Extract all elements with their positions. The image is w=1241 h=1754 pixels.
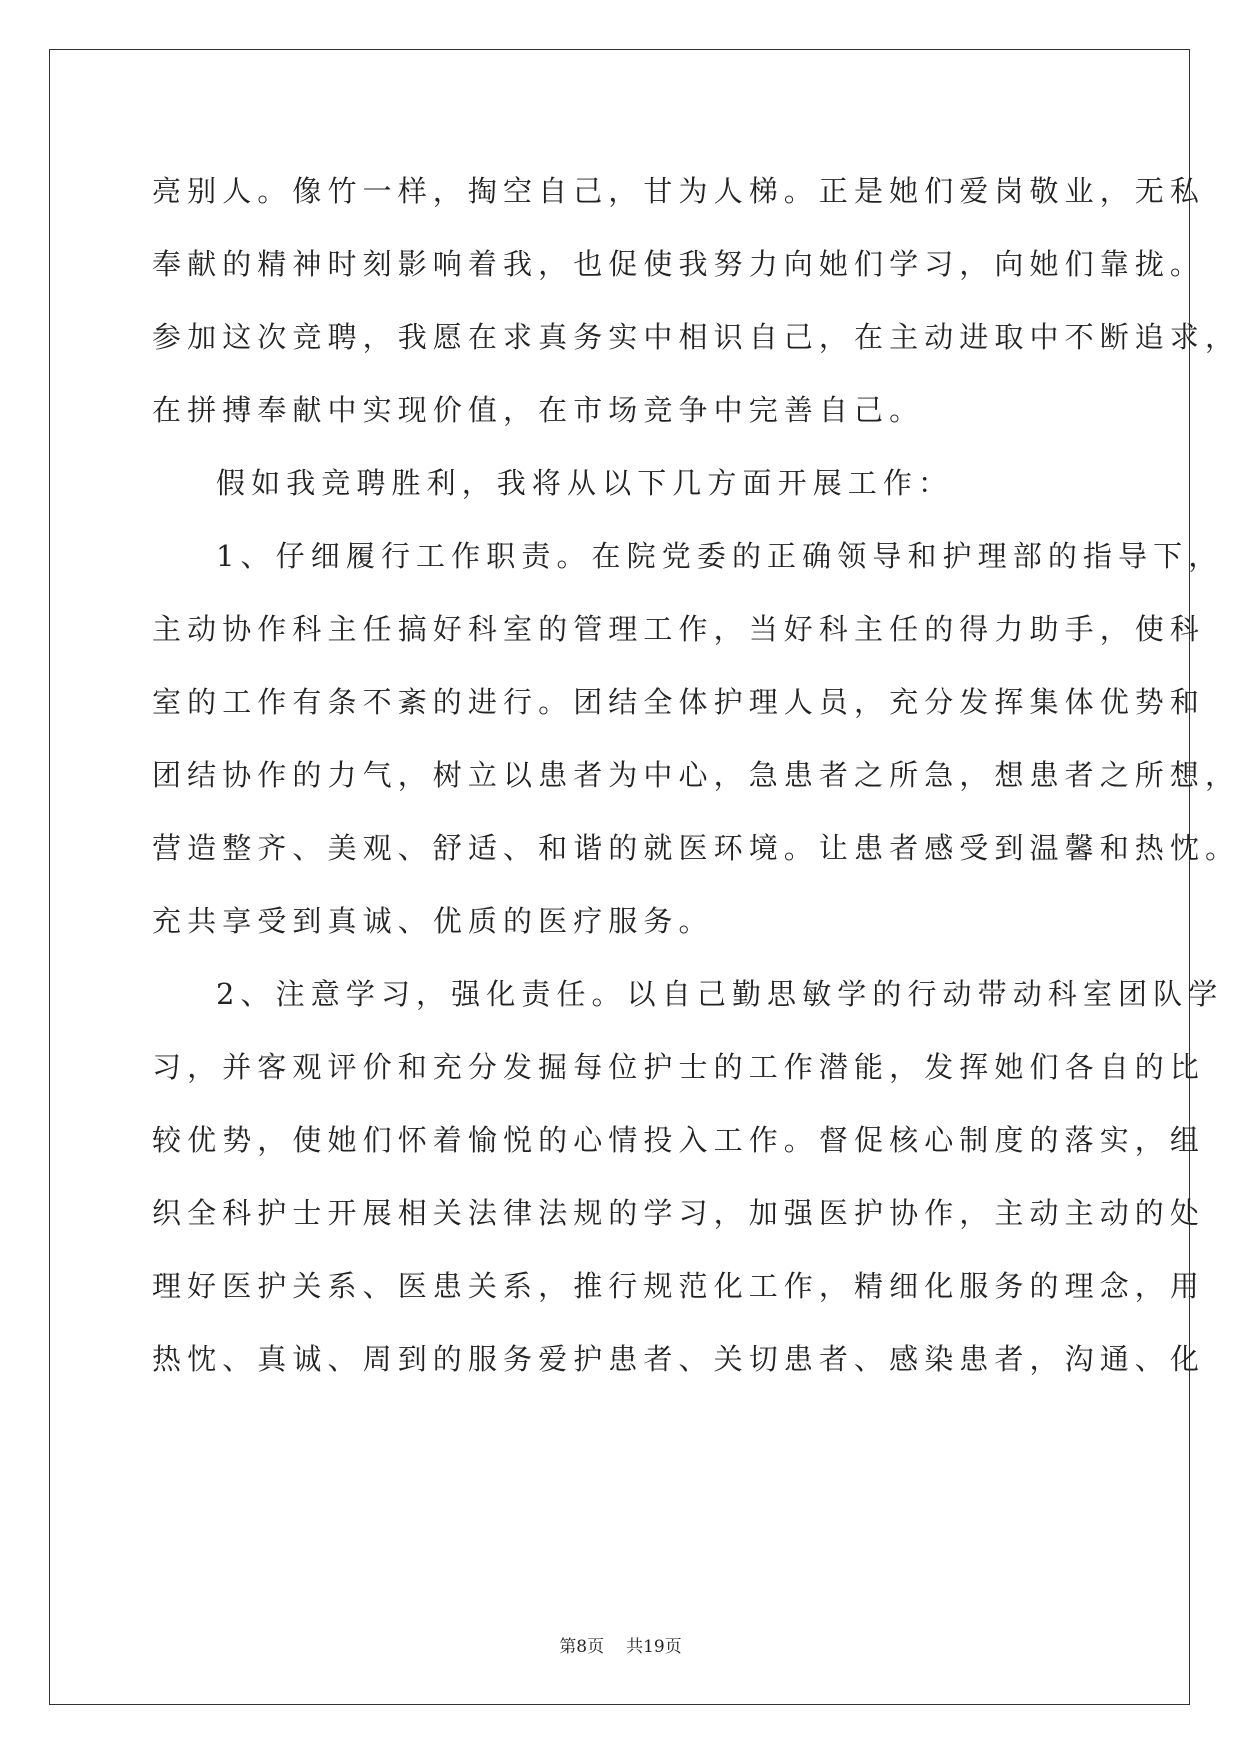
text-line-4: 在拼搏奉献中实现价值，在市场竞争中完善自己。: [152, 393, 925, 427]
text-line-2: 奉献的精神时刻影响着我，也促使我努力向她们学习，向她们靠拢。: [152, 247, 1206, 281]
text-line-10: 营造整齐、美观、舒适、和谐的就医环境。让患者感受到温馨和热忱。: [152, 831, 1241, 865]
text-line-13: 习，并客观评价和充分发掘每位护士的工作潜能，发挥她们各自的比: [152, 1050, 1206, 1084]
page-footer: [0, 1636, 1241, 1658]
text-line-12: 2、注意学习，强化责任。以自己勤思敏学的行动带动科室团队学: [216, 977, 1224, 1011]
text-line-9: 团结协作的力气，树立以患者为中心，急患者之所急，想患者之所想，: [152, 758, 1241, 792]
text-line-3: 参加这次竞聘，我愿在求真务实中相识自己，在主动进取中不断追求，: [152, 320, 1241, 354]
text-line-11: 充共享受到真诚、优质的医疗服务。: [152, 904, 714, 938]
text-line-1: 亮别人。像竹一样，掏空自己，甘为人梯。正是她们爱岗敬业，无私: [152, 174, 1206, 208]
page-number: 第8页: [559, 1637, 605, 1657]
text-line-14: 较优势，使她们怀着愉悦的心情投入工作。督促核心制度的落实，组: [152, 1123, 1206, 1157]
document-body: [152, 160, 1241, 1401]
text-line-16: 理好医护关系、医患关系，推行规范化工作，精细化服务的理念，用: [152, 1269, 1206, 1303]
text-line-7: 主动协作科主任搞好科室的管理工作，当好科主任的得力助手，使科: [152, 612, 1206, 646]
text-line-6: 1、仔细履行工作职责。在院党委的正确领导和护理部的指导下，: [216, 539, 1224, 573]
text-line-17: 热忱、真诚、周到的服务爱护患者、关切患者、感染患者，沟通、化: [152, 1342, 1206, 1376]
text-line-5: 假如我竞聘胜利，我将从以下几方面开展工作：: [216, 466, 954, 500]
total-pages: 共19页: [626, 1637, 682, 1657]
text-line-15: 织全科护士开展相关法律法规的学习，加强医护协作，主动主动的处: [152, 1196, 1206, 1230]
text-line-8: 室的工作有条不紊的进行。团结全体护理人员，充分发挥集体优势和: [152, 685, 1206, 719]
